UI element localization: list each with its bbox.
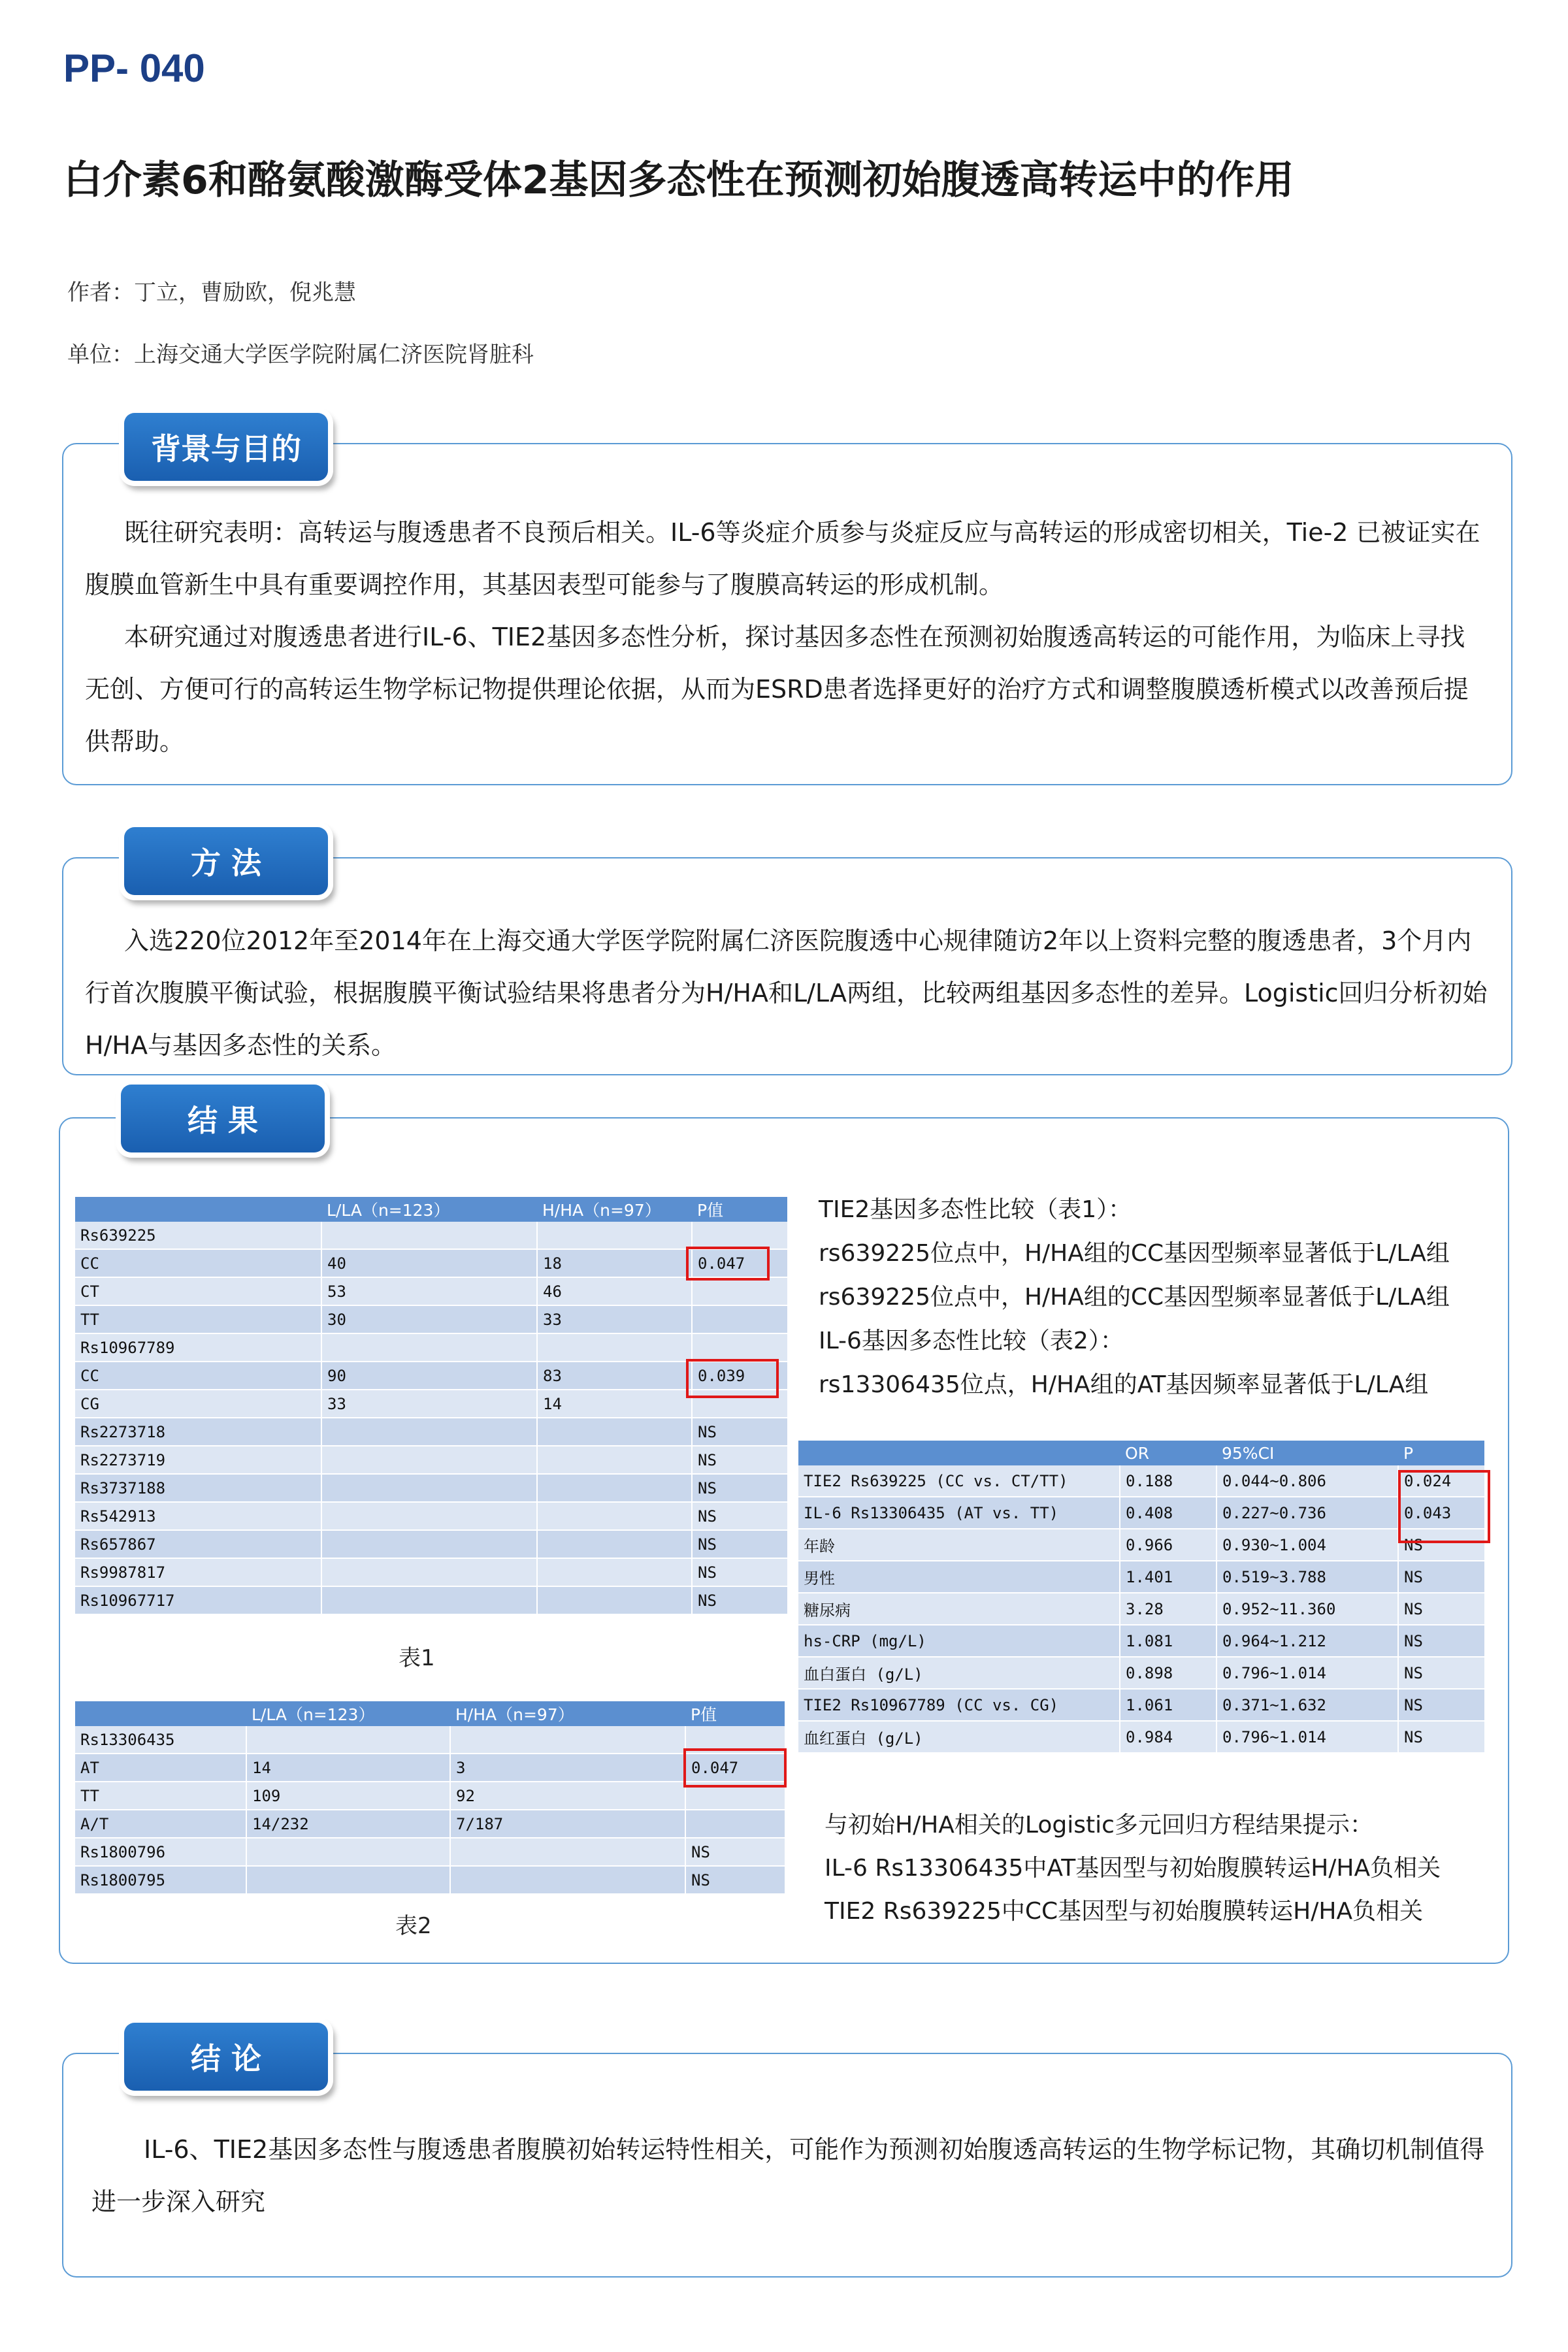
table-cell: Rs2273718	[75, 1418, 321, 1446]
table-cell: 40	[321, 1249, 537, 1277]
table-cell: 0.966	[1120, 1529, 1217, 1561]
column-header: L/LA（n=123）	[321, 1197, 537, 1222]
table-cell	[321, 1586, 537, 1614]
table-cell: NS	[692, 1446, 787, 1474]
table-cell: 18	[537, 1249, 692, 1277]
table-2-caption: 表2	[395, 1913, 432, 1939]
table-1-highlight-cc	[686, 1247, 770, 1281]
table-cell: NS	[692, 1502, 787, 1530]
table-cell: 30	[321, 1305, 537, 1333]
table-cell: 男性	[798, 1561, 1120, 1593]
table-cell: 83	[537, 1362, 692, 1390]
table-row	[798, 1529, 1484, 1561]
summary-line: IL-6基因多态性比较（表2）：	[819, 1328, 1124, 1354]
table-3	[798, 1441, 1484, 1754]
table-cell: 1.061	[1120, 1689, 1217, 1721]
table-row	[75, 1418, 787, 1446]
table-cell: Rs13306435	[75, 1726, 246, 1754]
table-cell: 0.371~1.632	[1217, 1689, 1398, 1721]
table-cell: 0.227~0.736	[1217, 1497, 1398, 1529]
table-cell: NS	[692, 1418, 787, 1446]
background-paragraph-2: 本研究通过对腹透患者进行IL-6、TIE2基因多态性分析，探讨基因多态性在预测初始腹透高转运的可能作用，为临床上寻找无创、方便可行的高转运生物学标记物提供理论依据，从而为ESRD患者选择更好的治疗方式和调整腹膜透析模式以改善预后提供帮助。	[85, 623, 1469, 756]
table-row	[798, 1497, 1484, 1529]
conclusion-paragraph: IL-6、TIE2基因多态性与腹透患者腹膜初始转运特性相关，可能作为预测初始腹透高转运的生物学标记物，其确切机制值得进一步深入研究	[91, 2135, 1485, 2216]
table-row	[75, 1249, 787, 1277]
table-row	[75, 1277, 787, 1305]
poster-title: 白介素6和酪氨酸激酶受体2基因多态性在预测初始腹透高转运中的作用	[63, 157, 1294, 203]
column-header: P值	[685, 1701, 785, 1726]
table-cell: Rs639225	[75, 1222, 321, 1249]
table-cell: 年龄	[798, 1529, 1120, 1561]
table-cell	[692, 1222, 787, 1249]
table-cell: Rs3737188	[75, 1474, 321, 1502]
table-cell: 0.039	[692, 1362, 787, 1390]
table-cell	[450, 1726, 685, 1754]
table-row	[798, 1657, 1484, 1689]
methods-heading: 方 法	[124, 827, 328, 895]
table-cell: CC	[75, 1249, 321, 1277]
table-row	[75, 1502, 787, 1530]
table-cell	[246, 1838, 450, 1866]
table-cell	[321, 1446, 537, 1474]
table-cell: CT	[75, 1277, 321, 1305]
summary-line: rs639225位点中，H/HA组的CC基因型频率显著低于L/LA组	[819, 1240, 1450, 1267]
table-cell: 92	[450, 1782, 685, 1810]
table-cell	[537, 1502, 692, 1530]
table-cell: TIE2 Rs10967789 (CC vs. CG)	[798, 1689, 1120, 1721]
table-cell: NS	[1398, 1689, 1484, 1721]
table-cell: TT	[75, 1782, 246, 1810]
table-cell: 0.519~3.788	[1217, 1561, 1398, 1593]
table-row	[798, 1721, 1484, 1753]
table-cell: 0.796~1.014	[1217, 1721, 1398, 1753]
column-header: H/HA（n=97）	[537, 1197, 692, 1222]
table-cell	[450, 1838, 685, 1866]
table-cell: 0.024	[1398, 1465, 1484, 1497]
table-cell: AT	[75, 1754, 246, 1782]
table-row	[75, 1726, 785, 1754]
table-cell: NS	[1398, 1593, 1484, 1625]
table-row	[798, 1593, 1484, 1625]
table-cell: Rs2273719	[75, 1446, 321, 1474]
conclusion-heading: 结 论	[124, 2023, 328, 2091]
table-row	[75, 1866, 785, 1894]
table-cell: Rs9987817	[75, 1558, 321, 1586]
table-cell: 0.043	[1398, 1497, 1484, 1529]
table-cell: 血白蛋白 (g/L)	[798, 1657, 1120, 1689]
table-row	[75, 1305, 787, 1333]
table-cell: Rs1800796	[75, 1838, 246, 1866]
table-cell	[537, 1558, 692, 1586]
table-row	[75, 1474, 787, 1502]
table-cell: 0.964~1.212	[1217, 1625, 1398, 1657]
table-cell: 0.044~0.806	[1217, 1465, 1398, 1497]
table-cell: NS	[1398, 1561, 1484, 1593]
table-cell: 0.952~11.360	[1217, 1593, 1398, 1625]
table-cell: 糖尿病	[798, 1593, 1120, 1625]
table-row	[75, 1530, 787, 1558]
table-cell: NS	[1398, 1721, 1484, 1753]
column-header: OR	[1120, 1441, 1217, 1465]
table-cell	[321, 1474, 537, 1502]
table-cell: 14	[537, 1390, 692, 1418]
column-header	[75, 1197, 321, 1222]
table-cell	[692, 1333, 787, 1362]
table-cell	[321, 1502, 537, 1530]
methods-paragraph: 入选220位2012年至2014年在上海交通大学医学院附属仁济医院腹透中心规律随访2年以上资料完整的腹透患者，3个月内行首次腹膜平衡试验，根据腹膜平衡试验结果将患者分为H/HA和L/LA两组，比较两组基因多态性的差异。Logistic回归分析初始H/HA与基因多态性的关系。	[85, 926, 1488, 1060]
table-cell: TIE2 Rs639225 (CC vs. CT/TT)	[798, 1465, 1120, 1497]
table-cell	[321, 1530, 537, 1558]
column-header: H/HA（n=97）	[450, 1701, 685, 1726]
column-header: P	[1398, 1441, 1484, 1465]
table-cell: NS	[692, 1586, 787, 1614]
table-cell: 3	[450, 1754, 685, 1782]
table-cell	[321, 1222, 537, 1249]
summary-line: rs13306435位点，H/HA组的AT基因频率显著低于L/LA组	[819, 1371, 1429, 1398]
table-row	[75, 1782, 785, 1810]
table-cell	[537, 1474, 692, 1502]
column-header	[75, 1701, 246, 1726]
table-cell: 0.188	[1120, 1465, 1217, 1497]
table-cell: 53	[321, 1277, 537, 1305]
table-row	[75, 1558, 787, 1586]
table-cell	[537, 1333, 692, 1362]
logistic-line: TIE2 Rs639225中CC基因型与初始腹膜转运H/HA负相关	[825, 1898, 1424, 1925]
table-cell: 14	[246, 1754, 450, 1782]
table-cell: 90	[321, 1362, 537, 1390]
table-cell	[537, 1586, 692, 1614]
table-cell: TT	[75, 1305, 321, 1333]
table-row	[75, 1838, 785, 1866]
table-cell: A/T	[75, 1810, 246, 1838]
table-cell: NS	[685, 1866, 785, 1894]
table-cell	[450, 1866, 685, 1894]
table-cell: 33	[537, 1305, 692, 1333]
table-cell: CC	[75, 1362, 321, 1390]
table-cell: 0.796~1.014	[1217, 1657, 1398, 1689]
table-row	[75, 1390, 787, 1418]
authors: 作者：丁立，曹励欧，倪兆慧	[67, 280, 356, 306]
table-cell: NS	[685, 1838, 785, 1866]
column-header: L/LA（n=123）	[246, 1701, 450, 1726]
column-header: P值	[692, 1197, 787, 1222]
table-cell: NS	[1398, 1529, 1484, 1561]
affiliation: 单位：上海交通大学医学院附属仁济医院肾脏科	[67, 342, 534, 368]
table-cell	[537, 1530, 692, 1558]
table-cell: 14/232	[246, 1810, 450, 1838]
table-cell: 1.401	[1120, 1561, 1217, 1593]
table-cell: Rs10967717	[75, 1586, 321, 1614]
table-cell: Rs1800795	[75, 1866, 246, 1894]
table-row	[798, 1625, 1484, 1657]
table-row	[798, 1561, 1484, 1593]
table-cell	[685, 1810, 785, 1838]
table-cell: 46	[537, 1277, 692, 1305]
table-3-highlight-p	[1398, 1470, 1490, 1543]
table-row	[75, 1222, 787, 1249]
table-cell: 109	[246, 1782, 450, 1810]
table-row	[798, 1465, 1484, 1497]
table-row	[75, 1586, 787, 1614]
background-paragraph-1: 既往研究表明：高转运与腹透患者不良预后相关。IL-6等炎症介质参与炎症反应与高转运的形成密切相关，Tie-2 已被证实在腹膜血管新生中具有重要调控作用，其基因表型可能参与了腹膜高转运的形成机制。	[85, 518, 1480, 599]
table-cell: 0.408	[1120, 1497, 1217, 1529]
table-2-highlight-at	[683, 1748, 787, 1788]
table-cell: Rs657867	[75, 1530, 321, 1558]
table-cell	[321, 1333, 537, 1362]
table-2	[75, 1701, 785, 1895]
summary-line: TIE2基因多态性比较（表1）：	[819, 1196, 1132, 1223]
logistic-line: 与初始H/HA相关的Logistic多元回归方程结果提示：	[825, 1812, 1373, 1838]
poster-code: PP- 040	[63, 46, 205, 90]
table-cell: CG	[75, 1390, 321, 1418]
table-cell	[321, 1558, 537, 1586]
table-cell	[692, 1305, 787, 1333]
results-heading: 结 果	[121, 1085, 325, 1152]
table-cell: 血红蛋白 (g/L)	[798, 1721, 1120, 1753]
table-cell	[537, 1446, 692, 1474]
table-cell: Rs542913	[75, 1502, 321, 1530]
table-row	[75, 1810, 785, 1838]
table-cell	[321, 1418, 537, 1446]
table-cell: 33	[321, 1390, 537, 1418]
table-cell: NS	[692, 1474, 787, 1502]
table-1	[75, 1197, 787, 1615]
table-cell	[537, 1418, 692, 1446]
table-cell: 0.984	[1120, 1721, 1217, 1753]
table-row	[75, 1446, 787, 1474]
table-row	[75, 1333, 787, 1362]
background-heading: 背景与目的	[124, 413, 328, 481]
table-cell: 0.898	[1120, 1657, 1217, 1689]
table-cell: NS	[692, 1530, 787, 1558]
table-row	[75, 1362, 787, 1390]
table-cell	[246, 1866, 450, 1894]
table-row	[75, 1754, 785, 1782]
table-cell	[537, 1222, 692, 1249]
table-cell: NS	[1398, 1625, 1484, 1657]
table-cell: 0.930~1.004	[1217, 1529, 1398, 1561]
table-1-highlight-cc2	[686, 1359, 779, 1398]
table-cell: 0.047	[692, 1249, 787, 1277]
column-header: 95%CI	[1217, 1441, 1398, 1465]
table-cell	[692, 1277, 787, 1305]
table-cell: NS	[1398, 1657, 1484, 1689]
table-cell: hs-CRP (mg/L)	[798, 1625, 1120, 1657]
table-1-caption: 表1	[399, 1645, 435, 1671]
table-cell: IL-6 Rs13306435 (AT vs. TT)	[798, 1497, 1120, 1529]
table-cell: Rs10967789	[75, 1333, 321, 1362]
table-cell: 3.28	[1120, 1593, 1217, 1625]
table-row	[798, 1689, 1484, 1721]
summary-line: rs639225位点中，H/HA组的CC基因型频率显著低于L/LA组	[819, 1284, 1450, 1311]
table-cell: NS	[692, 1558, 787, 1586]
table-cell	[246, 1726, 450, 1754]
logistic-line: IL-6 Rs13306435中AT基因型与初始腹膜转运H/HA负相关	[825, 1855, 1441, 1882]
table-cell: 0.047	[685, 1754, 785, 1782]
table-cell: 1.081	[1120, 1625, 1217, 1657]
table-cell: 7/187	[450, 1810, 685, 1838]
column-header	[798, 1441, 1120, 1465]
